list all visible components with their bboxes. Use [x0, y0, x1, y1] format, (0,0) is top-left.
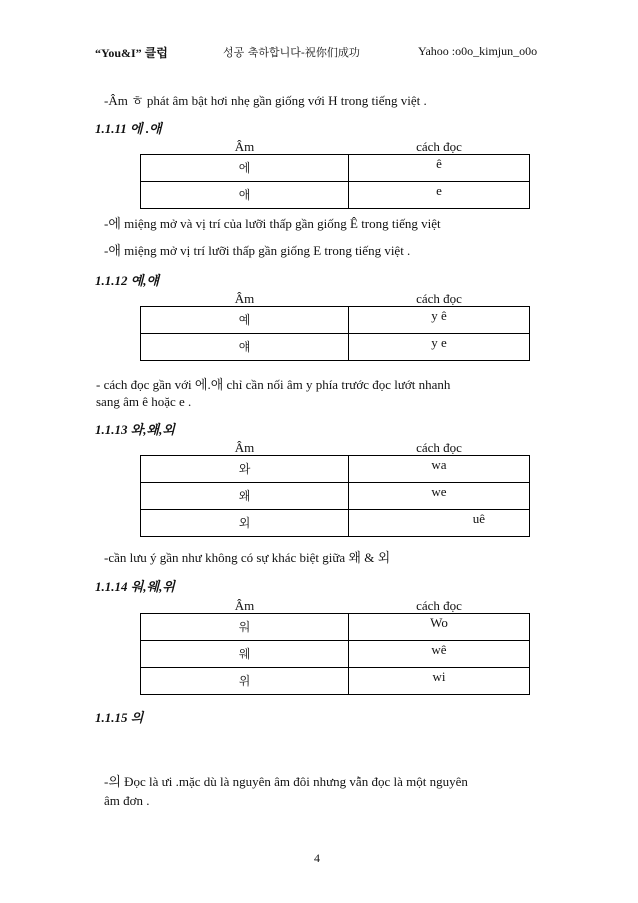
- section-title: 1.1.14 워,웨,위: [95, 579, 175, 594]
- cell-reading: Wo: [349, 614, 530, 641]
- page-header: [95, 44, 545, 62]
- cell-sound: 왜: [141, 483, 349, 510]
- cell-reading: y ê: [349, 307, 530, 334]
- table-row: [141, 483, 530, 510]
- table-row: [141, 182, 530, 209]
- cell-reading: wê: [349, 641, 530, 668]
- pronunciation-table: [140, 598, 530, 695]
- note-line: -의 Đọc là ưi .mặc dù là nguyên âm đôi nhưng vẫn đọc là một nguyên: [104, 774, 468, 789]
- table-header-row: [141, 440, 530, 456]
- cell-sound: 애: [141, 182, 349, 209]
- pronunciation-table: [140, 139, 530, 209]
- cell-sound: 얘: [141, 334, 349, 361]
- page-number: 4: [314, 851, 320, 865]
- table-row: [141, 456, 530, 483]
- table-row: [141, 307, 530, 334]
- table-row: [141, 614, 530, 641]
- column-header-sound: Âm: [234, 139, 255, 154]
- table-header-row: [141, 598, 530, 614]
- header-greeting: 성공 축하합니다-祝你们成功: [223, 46, 360, 59]
- table-header-row: [141, 139, 530, 155]
- cell-sound: 에: [141, 155, 349, 182]
- cell-sound: 와: [141, 456, 349, 483]
- section-title: 1.1.12 예,얘: [95, 273, 160, 288]
- table-row: [141, 510, 530, 537]
- cell-reading: wa: [349, 456, 530, 483]
- column-header-reading: cách đọc: [416, 598, 462, 613]
- column-header-reading: cách đọc: [416, 440, 462, 455]
- table-header-row: [141, 291, 530, 307]
- table-row: [141, 155, 530, 182]
- column-header-reading: cách đọc: [416, 291, 462, 306]
- note-line: sang âm ê hoặc e .: [96, 394, 192, 409]
- cell-sound: 워: [141, 614, 349, 641]
- pronunciation-table: [140, 291, 530, 361]
- section-title: 1.1.11 에 .애: [95, 121, 162, 136]
- column-header-sound: Âm: [234, 440, 255, 455]
- cell-reading: uê: [349, 510, 530, 537]
- note-line: -에 miệng mở và vị trí của lưỡi thấp gần giống Ê trong tiếng việt: [104, 216, 441, 231]
- column-header-sound: Âm: [234, 291, 255, 306]
- cell-sound: 웨: [141, 641, 349, 668]
- section-title: 1.1.15 의: [95, 710, 144, 725]
- column-header-sound: Âm: [234, 598, 255, 613]
- table-row: [141, 334, 530, 361]
- cell-reading: wi: [349, 668, 530, 695]
- cell-sound: 외: [141, 510, 349, 537]
- table-row: [141, 668, 530, 695]
- cell-sound: 위: [141, 668, 349, 695]
- table-row: [141, 641, 530, 668]
- intro-line: -Âm ㅎ phát âm bật hơi nhẹ gần giống với H trong tiếng việt .: [104, 93, 427, 108]
- column-header-reading: cách đọc: [416, 139, 462, 154]
- header-club: “You&I” 클럽: [95, 46, 168, 60]
- header-contact: Yahoo :o0o_kimjun_o0o: [418, 44, 538, 58]
- section-title: 1.1.13 와,왜,외: [95, 422, 175, 437]
- cell-reading: ê: [349, 155, 530, 182]
- note-line: -cần lưu ý gần như không có sự khác biệt giữa 왜 & 외: [104, 550, 391, 565]
- note-line: âm đơn .: [104, 793, 150, 808]
- cell-reading: e: [349, 182, 530, 209]
- note-line: -애 miệng mở vị trí lưỡi thấp gần giống E trong tiếng việt .: [104, 243, 411, 258]
- cell-reading: we: [349, 483, 530, 510]
- pronunciation-table: [140, 440, 530, 537]
- cell-sound: 예: [141, 307, 349, 334]
- note-line: - cách đọc gần với 에.애 chỉ cần nối âm y phía trước đọc lướt nhanh: [96, 377, 451, 392]
- cell-reading: y e: [349, 334, 530, 361]
